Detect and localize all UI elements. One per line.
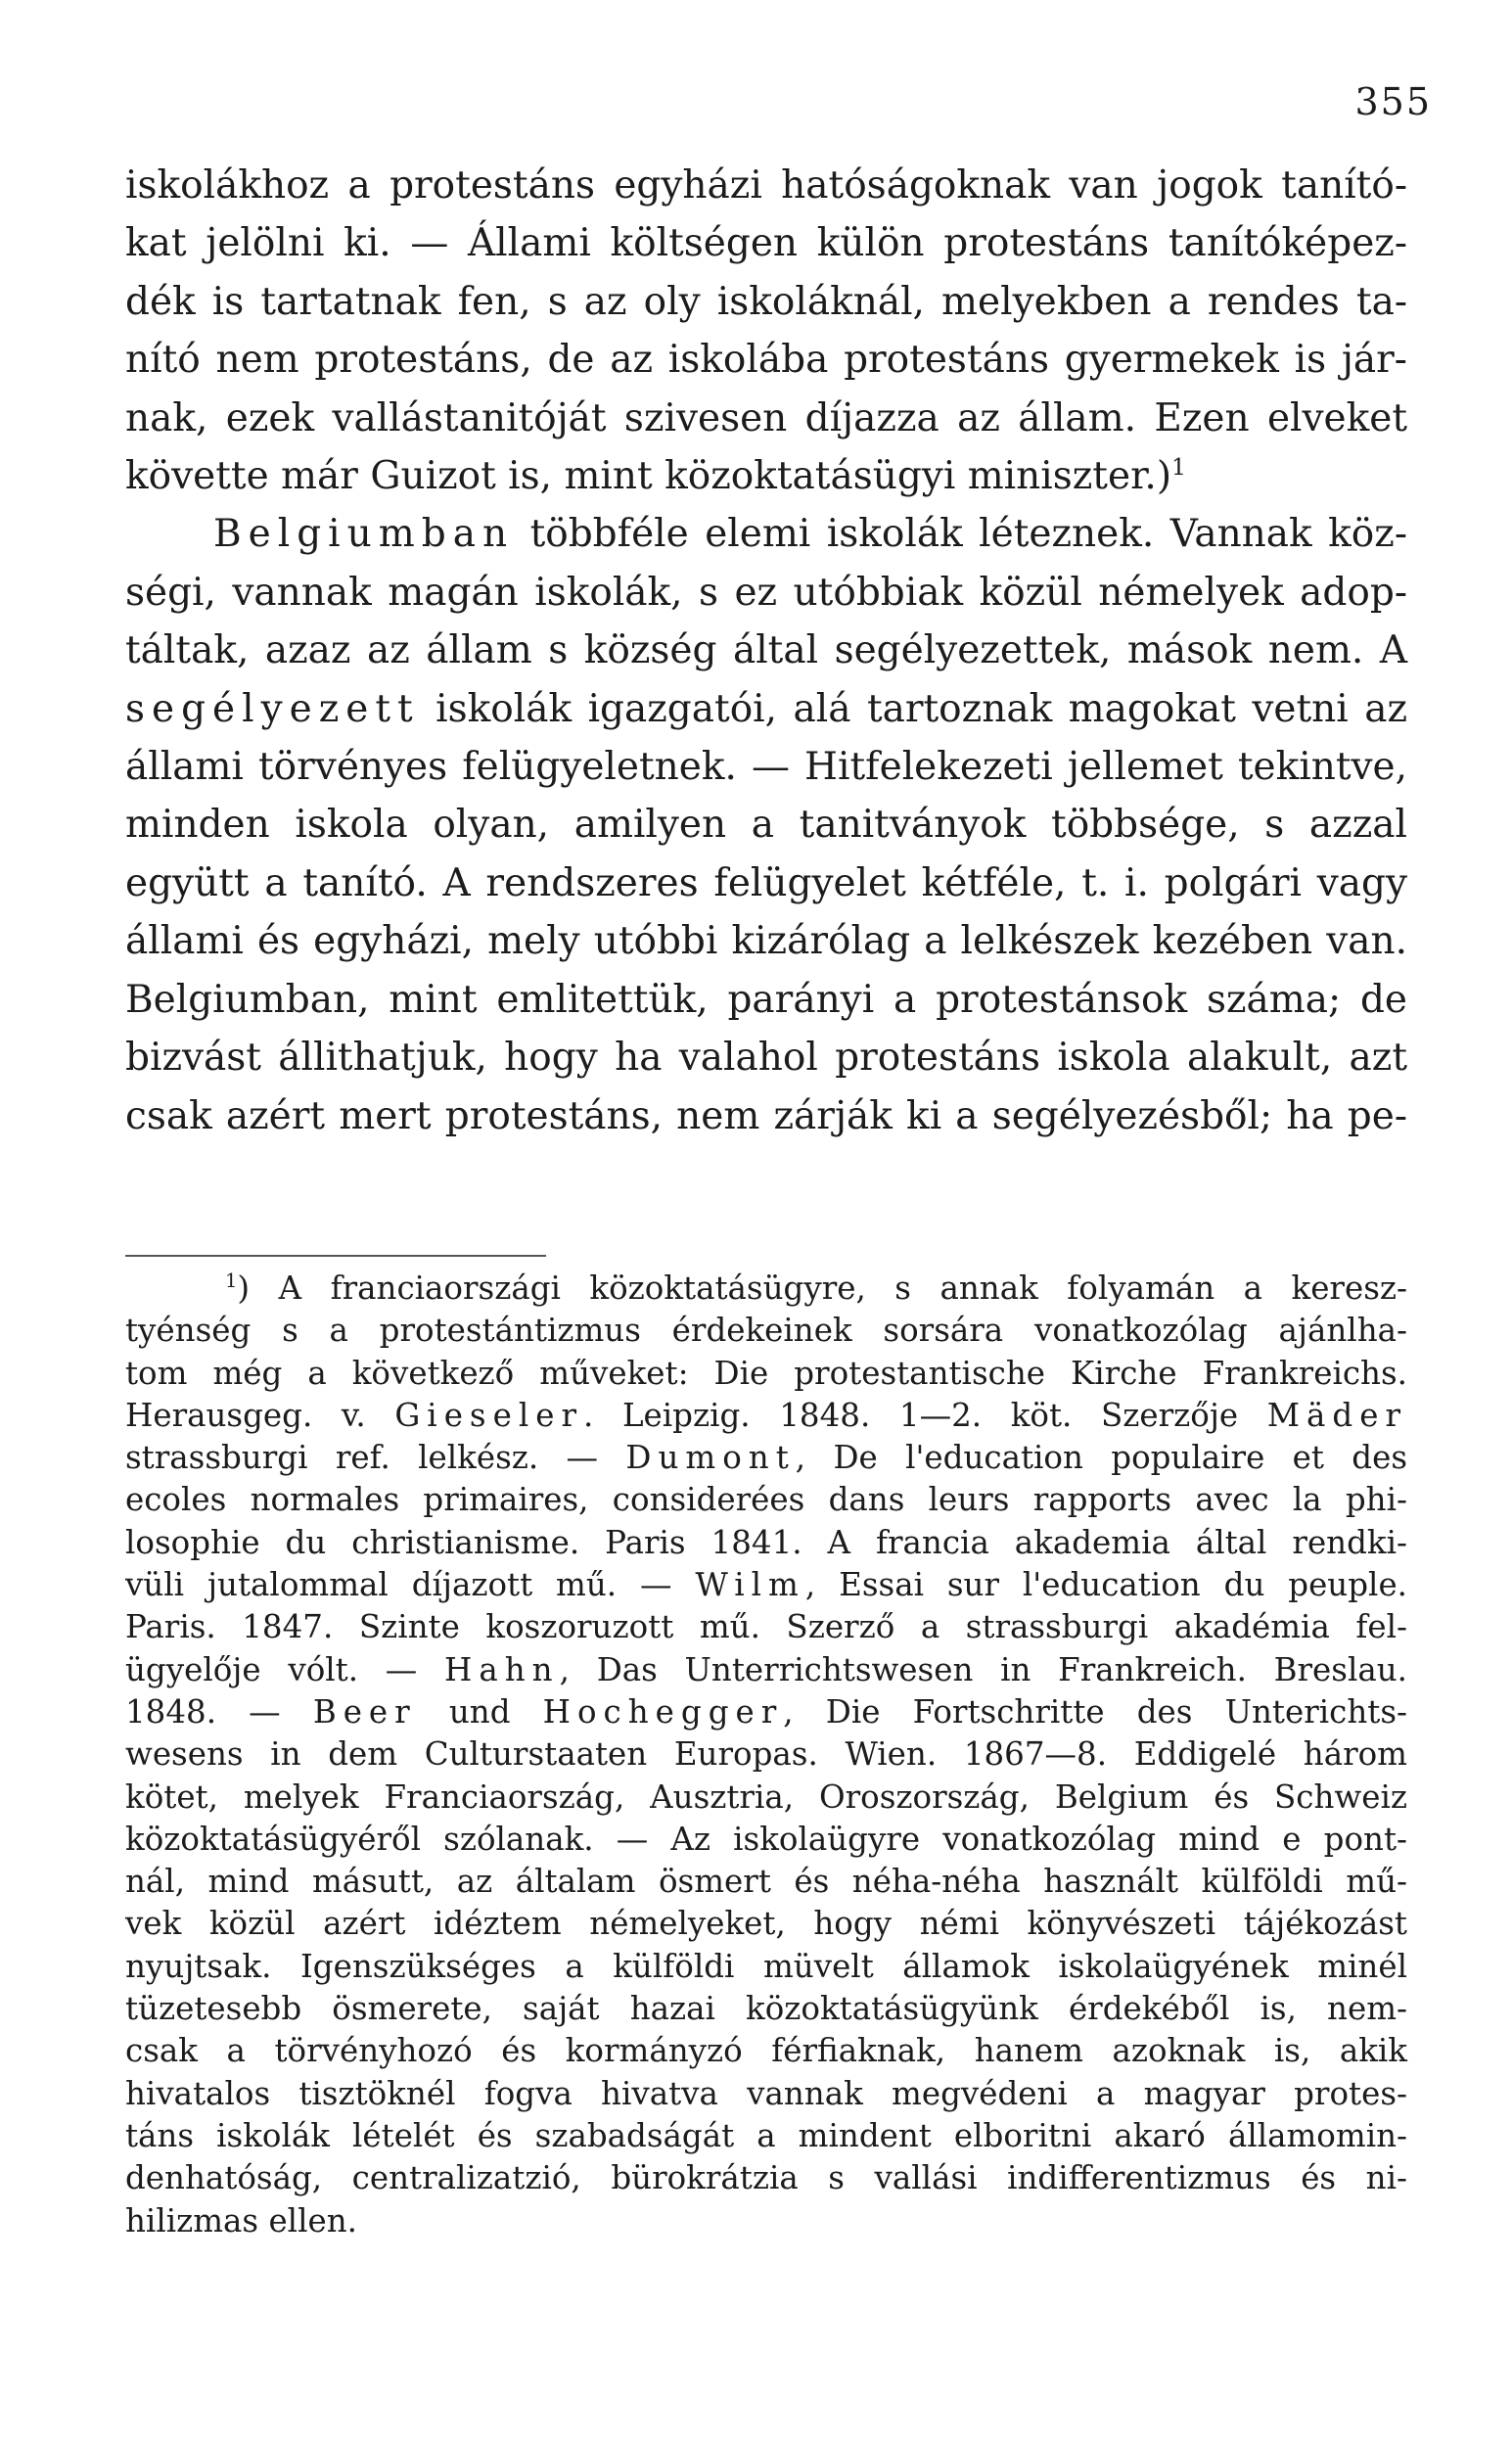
footnote-marker: 1 <box>1171 453 1186 482</box>
spaced-emphasis: Hochegger <box>542 1692 784 1731</box>
footnote-line <box>125 1437 1407 1479</box>
line-text: iskolák igazgatói, alá tartoznak magokat vetni az <box>419 686 1407 731</box>
footnote-line <box>125 1564 1407 1606</box>
text-line: ségi, vannak magán iskolák, s ez utóbbiak közül némelyek adop- <box>125 570 1407 615</box>
footnote-line: hilizmas ellen. <box>125 2201 357 2239</box>
page-number: 355 <box>1354 80 1432 123</box>
footnote-line: denhatóság, centralizatzió, bürokrátzia s vallási indifferentizmus és ni- <box>125 2159 1407 2197</box>
text-line: állami és egyházi, mely utóbbi kizárólag a lelkészek kezében van. <box>125 919 1407 964</box>
spaced-emphasis: Belgiumban <box>213 512 515 557</box>
line-text: követte már Guizot is, mint közoktatásügyi miniszter.) <box>125 454 1172 499</box>
text-line: minden iskola olyan, amilyen a tanitványok többsége, s azzal <box>125 803 1407 848</box>
footnote-line: csak a törvényhozó és kormányzó férfiaknak, hanem azoknak is, akik <box>125 2032 1407 2070</box>
line-text: ügyelője vólt. — <box>125 1650 445 1688</box>
line-text: strassburgi ref. lelkész. — <box>125 1439 626 1477</box>
text-line <box>125 505 1407 563</box>
footnote-line: tüzetesebb ösmerete, saját hazai közoktatásügyünk érdekéből is, nem- <box>125 1990 1407 2028</box>
footnote-line: hivatalos tisztöknél fogva hivatva vannak megvédeni a magyar protes- <box>125 2074 1407 2112</box>
text-line <box>125 680 1407 738</box>
line-text: . Leipzig. 1848. 1—2. köt. Szerzője <box>583 1396 1267 1434</box>
footnote-line <box>125 1649 1407 1691</box>
line-text: többféle elemi iskolák léteznek. Vannak köz- <box>514 512 1407 557</box>
text-line: együtt a tanító. A rendszeres felügyelet kétféle, t. i. polgári vagy <box>125 860 1407 905</box>
spaced-emphasis: Hahn <box>444 1650 560 1688</box>
line-text: , Das Unterrichtswesen in Frankreich. Breslau. <box>559 1650 1407 1688</box>
spaced-emphasis: Wilm <box>695 1566 805 1604</box>
spaced-emphasis: segélyezett <box>125 686 420 731</box>
line-text: , De l'education populaire et des <box>795 1439 1407 1477</box>
footnote-marker: 1 <box>225 1270 238 1293</box>
main-text <box>125 157 1407 1145</box>
line-text: , Die Fortschritte des Unterichts- <box>783 1692 1407 1731</box>
footnote-line: közoktatásügyéről szólanak. — Az iskolaügyre vonatkozólag mind e pont- <box>125 1820 1407 1858</box>
text-line: kat jelölni ki. — Állami költségen külön protestáns tanítóképez- <box>125 221 1407 266</box>
line-text: Herausgeg. v. <box>125 1396 395 1434</box>
footnote-line: táns iskolák lételét és szabadságát a mindent elboritni akaró államomin- <box>125 2116 1407 2154</box>
spaced-emphasis: Gieseler <box>394 1396 584 1434</box>
footnote-line: vek közül azért idéztem némelyeket, hogy némi könyvészeti tájékozást <box>125 1905 1407 1943</box>
text-line: táltak, azaz az állam s község által segélyezettek, mások nem. A <box>125 628 1407 673</box>
footnote-line: Paris. 1847. Szinte koszoruzott mű. Szerző a strassburgi akadémia fel- <box>125 1608 1407 1646</box>
footnote-line <box>125 1691 1407 1733</box>
text-line: dék is tartatnak fen, s az oly iskoláknál, melyekben a rendes ta- <box>125 279 1407 324</box>
footnote-line: losophie du christianisme. Paris 1841. A francia akademia által rendki- <box>125 1523 1407 1561</box>
text-line: iskolákhoz a protestáns egyházi hatóságoknak van jogok tanító- <box>125 163 1407 208</box>
line-text: , Essai sur l'education du peuple. <box>804 1566 1408 1604</box>
line-text: vüli jutalommal díjazott mű. — <box>125 1566 696 1604</box>
spaced-emphasis: Mäder <box>1266 1396 1407 1434</box>
footnote-line: ecoles normales primaires, considerées dans leurs rapports avec la phi- <box>125 1481 1407 1519</box>
text-line: állami törvényes felügyeletnek. — Hitfelekezeti jellemet tekintve, <box>125 745 1407 790</box>
text-line: Belgiumban, mint emlitettük, parányi a protestánsok száma; de <box>125 977 1407 1022</box>
footnote-line <box>125 1395 1407 1437</box>
footnote-divider <box>125 1255 546 1257</box>
line-text: 1848. — <box>125 1692 313 1731</box>
footnote-line: wesens in dem Culturstaaten Europas. Wien. 1867—8. Eddigelé három <box>125 1735 1407 1774</box>
line-text: und <box>416 1692 543 1731</box>
footnote-line <box>125 1268 1407 1310</box>
text-line <box>125 447 1407 505</box>
spaced-emphasis: Dumont <box>625 1439 796 1477</box>
footnote-line: nál, mind másutt, az általam ösmert és néha-néha használt külföldi mű- <box>125 1863 1407 1901</box>
footnote-line: tyénség s a protestántizmus érdekeinek sorsára vonatkozólag ajánlha- <box>125 1312 1407 1350</box>
line-text: ) A franciaországi közoktatásügyre, s annak folyamán a keresz- <box>237 1270 1407 1307</box>
spaced-emphasis: Beer <box>312 1692 417 1731</box>
text-line: nító nem protestáns, de az iskolába protestáns gyermekek is jár- <box>125 338 1407 383</box>
text-line: nak, ezek vallástanitóját szivesen díjazza az állam. Ezen elveket <box>125 395 1407 440</box>
text-line: csak azért mert protestáns, nem zárják ki a segélyezésből; ha pe- <box>125 1093 1407 1138</box>
footnotes <box>125 1268 1407 2242</box>
text-line: bizvást állithatjuk, hogy ha valahol protestáns iskola alakult, azt <box>125 1036 1407 1081</box>
footnote-line: kötet, melyek Franciaország, Ausztria, Oroszország, Belgium és Schweiz <box>125 1778 1407 1816</box>
footnote-line: nyujtsak. Igenszükséges a külföldi müvelt államok iskolaügyének minél <box>125 1947 1407 1985</box>
footnote-line: tom még a következő műveket: Die protestantische Kirche Frankreichs. <box>125 1354 1407 1392</box>
